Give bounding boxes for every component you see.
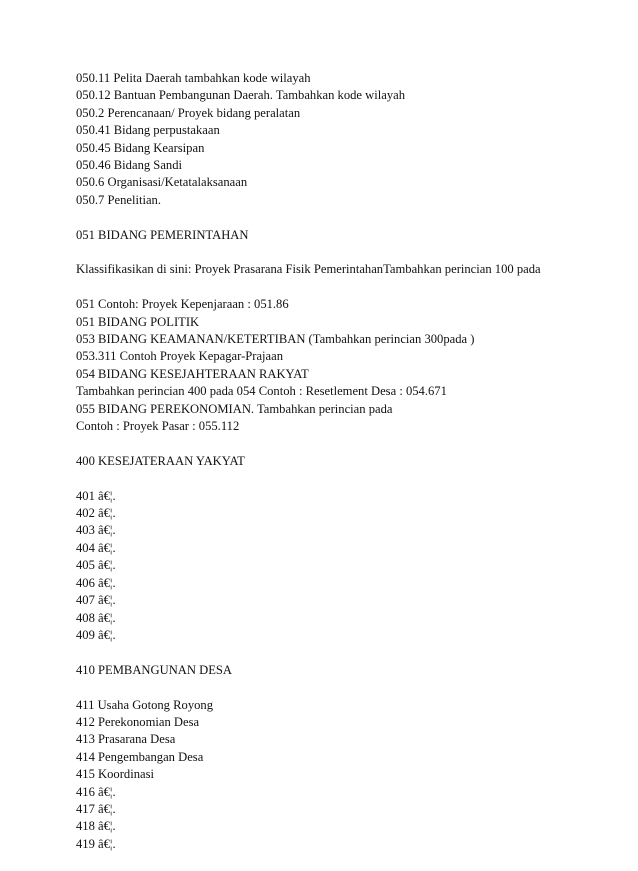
text-line: 050.11 Pelita Daerah tambahkan kode wilayah xyxy=(76,71,311,85)
text-line: 402 â€¦. xyxy=(76,506,116,521)
text-line: 406 â€¦. xyxy=(76,575,116,590)
text-line: 404 â€¦. xyxy=(76,540,116,555)
text-line: 050.6 Organisasi/Ketatalaksanaan xyxy=(76,175,248,190)
text-line: 050.45 Bidang Kearsipan xyxy=(76,140,205,155)
text-line: 417 â€¦. xyxy=(76,801,116,816)
text-line: 050.2 Perencanaan/ Proyek bidang peralatan xyxy=(76,105,301,120)
text-line: 401 â€¦. xyxy=(76,488,116,503)
text-line: 403 â€¦. xyxy=(76,523,116,538)
text-line: 054 BIDANG KESEJAHTERAAN RAKYAT xyxy=(76,366,309,381)
text-line: 051 BIDANG POLITIK xyxy=(76,314,200,329)
section-heading xyxy=(76,662,616,679)
text-line: Contoh : Proyek Pasar : 055.112 xyxy=(76,419,240,434)
text-line: 050.12 Bantuan Pembangunan Daerah. Tambahkan kode wilayah xyxy=(76,88,406,103)
text-line: 416 â€¦. xyxy=(76,784,116,799)
code-list-051-055 xyxy=(76,296,616,435)
text-line: 407 â€¦. xyxy=(76,593,116,608)
section-heading xyxy=(76,227,616,244)
classification-note xyxy=(76,261,616,278)
text-line: 055 BIDANG PEREKONOMIAN. Tambahkan perincian pada xyxy=(76,401,393,416)
text-line: 411 Usaha Gotong Royong xyxy=(76,697,214,712)
text-line: 414 Pengembangan Desa xyxy=(76,749,204,764)
section-heading xyxy=(76,453,616,470)
text-line: 053.311 Contoh Proyek Kepagar-Prajaan xyxy=(76,349,284,364)
heading-line: 051 BIDANG PEMERINTAHAN xyxy=(76,227,249,242)
heading-line: 410 PEMBANGUNAN DESA xyxy=(76,662,233,677)
text-line: 409 â€¦. xyxy=(76,627,116,642)
text-line: 050.46 Bidang Sandi xyxy=(76,158,182,173)
text-line: 415 Koordinasi xyxy=(76,767,155,782)
text-line: 050.7 Penelitian. xyxy=(76,192,161,207)
code-list-401-409 xyxy=(76,488,616,645)
text-line: 053 BIDANG KEAMANAN/KETERTIBAN (Tambahkan perincian 300pada ) xyxy=(76,332,475,347)
text-line: Klassifikasikan di sini: Proyek Prasarana Fisik PemerintahanTambahkan perincian 100 pada xyxy=(76,262,541,277)
text-line: 412 Perekonomian Desa xyxy=(76,714,200,729)
text-line: 419 â€¦. xyxy=(76,836,116,851)
text-line: 050.41 Bidang perpustakaan xyxy=(76,123,220,138)
text-line: Tambahkan perincian 400 pada 054 Contoh : Resetlement Desa : 054.671 xyxy=(76,384,447,399)
document-page xyxy=(76,70,616,871)
code-list-050 xyxy=(76,70,616,209)
text-line: 413 Prasarana Desa xyxy=(76,732,176,747)
heading-line: 400 KESEJATERAAN YAKYAT xyxy=(76,453,245,468)
text-line: 405 â€¦. xyxy=(76,558,116,573)
text-line: 051 Contoh: Proyek Kepenjaraan : 051.86 xyxy=(76,297,289,312)
code-list-411-419 xyxy=(76,697,616,854)
text-line: 418 â€¦. xyxy=(76,819,116,834)
text-line: 408 â€¦. xyxy=(76,610,116,625)
